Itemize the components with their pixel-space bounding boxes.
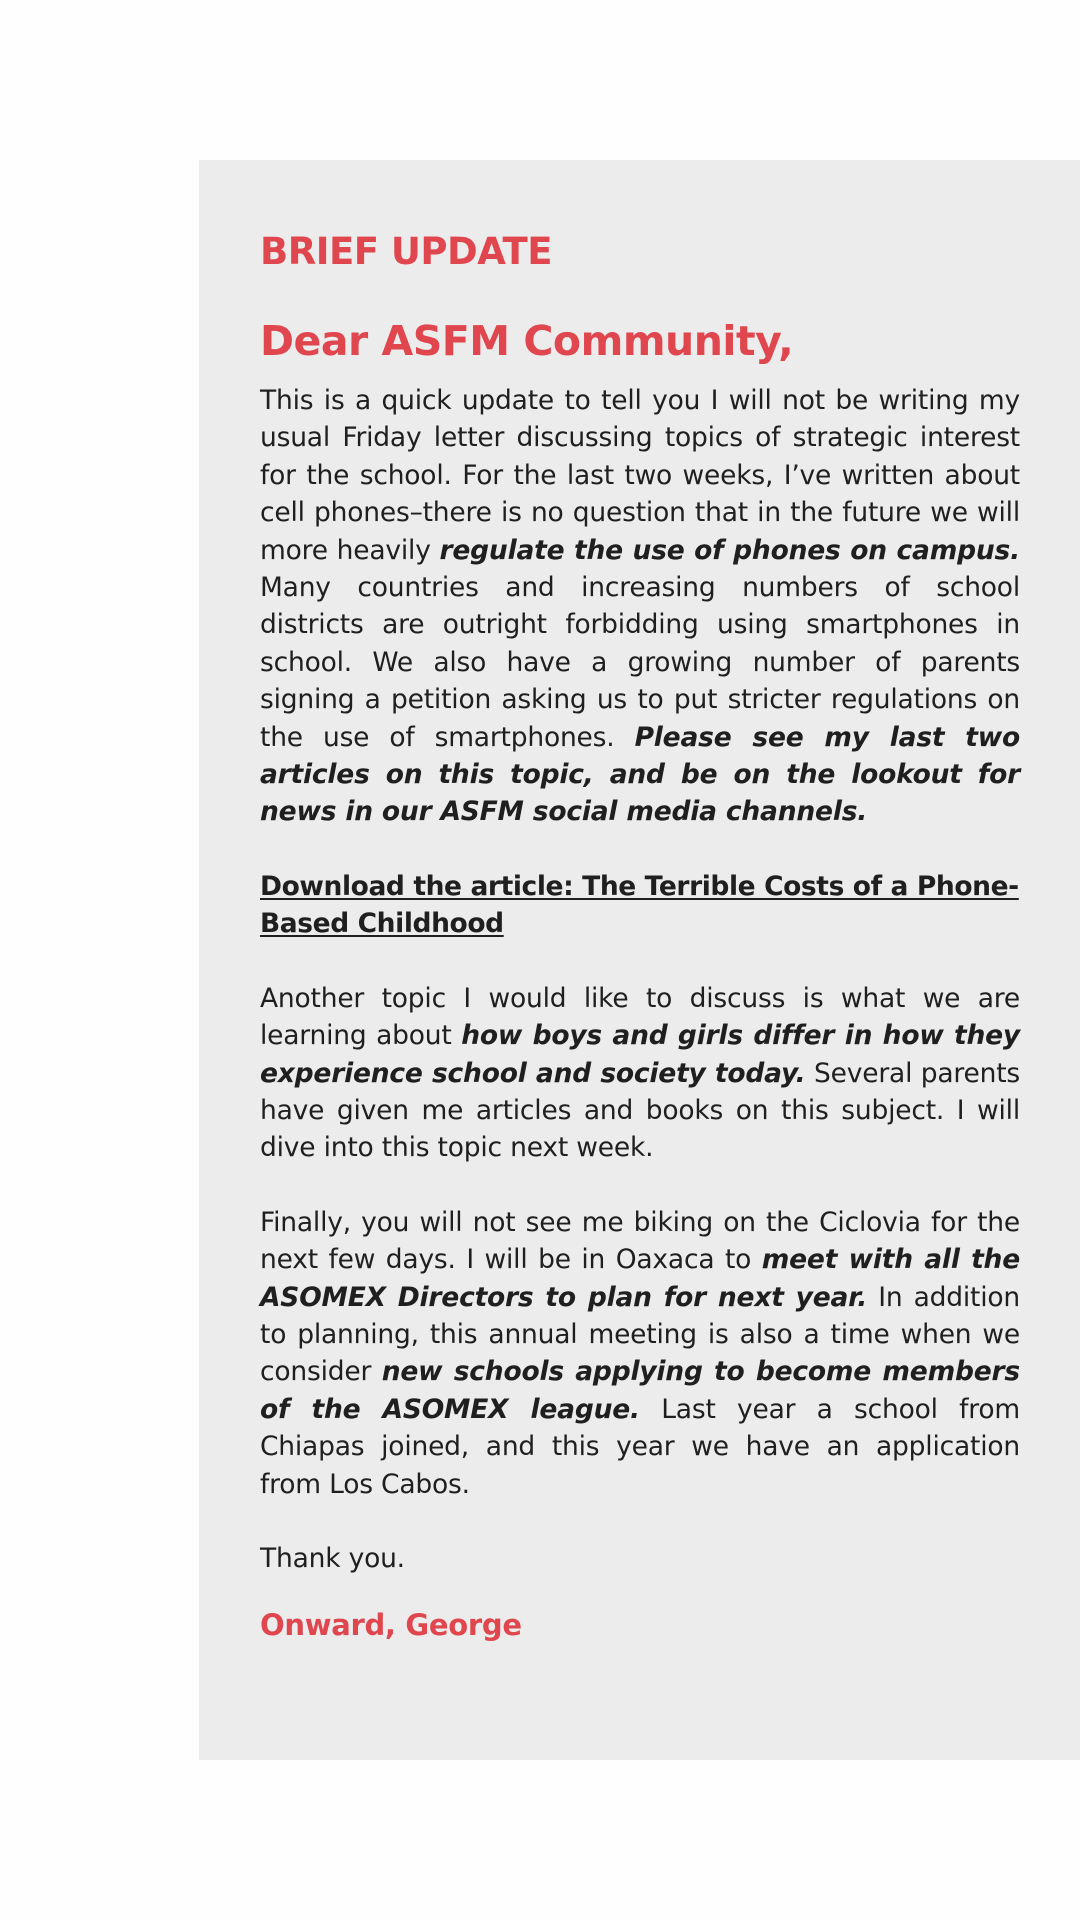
emphasis-text: new schools applying to become members of the ASOMEX league.: [260, 1356, 1020, 1425]
spacer: [260, 831, 1020, 868]
paragraph-text: Many countries and increasing numbers of school districts are outright forbidding using smartphones in school. We also have a growing number of parents signing a petition asking us to put stricter regulations on the use of smartphones.: [260, 572, 1020, 753]
paragraph-text: In addition to planning, this annual meeting is also a time when we consider: [260, 1281, 1020, 1388]
spacer: [260, 943, 1020, 980]
signoff-text: Onward, George: [260, 1608, 522, 1643]
emphasis-text: how boys and girls differ in how they experience school and society today.: [260, 1020, 1021, 1089]
paragraph-asomex: [260, 1204, 1020, 1503]
spacer: [260, 1167, 1020, 1204]
paragraph-text: Last year a school from Chiapas joined, and this year we have an application from Los Cabos.: [260, 1393, 1020, 1500]
emphasis-text: meet with all the ASOMEX Directors to plan for next year.: [260, 1244, 1020, 1313]
paragraph-boys-girls: [260, 980, 1020, 1167]
emphasis-text: Please see my last two articles on this topic, and be on the lookout for news in our ASFM social media channels.: [260, 721, 1020, 828]
spacer: [260, 1503, 1020, 1540]
emphasis-text: regulate the use of phones on campus.: [439, 534, 1020, 566]
paragraph-phones: [260, 382, 1020, 831]
paragraph-text: This is a quick update to tell you I will not be writing my usual Friday letter discussing topics of strategic interest for the school. For the last two weeks, I’ve written about cell phones–there is no question that in the future we will more heavily: [260, 385, 1020, 566]
thank-you-text: Thank you.: [260, 1542, 405, 1574]
paragraph-text: Another topic I would like to discuss is what we are learning about: [260, 982, 1020, 1052]
letter-content: [260, 226, 1020, 1645]
greeting-heading: Dear ASFM Community,: [260, 317, 794, 365]
paragraph-text: Several parents have given me articles and books on this subject. I will dive into this topic next week.: [260, 1057, 1020, 1164]
download-article-link[interactable]: Download the article: The Terrible Costs of a Phone-Based Childhood: [260, 870, 1019, 940]
paragraph-text: Finally, you will not see me biking on the Ciclovia for the next few days. I will be in Oaxaca to: [260, 1206, 1020, 1276]
brief-update-heading: BRIEF UPDATE: [260, 230, 553, 273]
